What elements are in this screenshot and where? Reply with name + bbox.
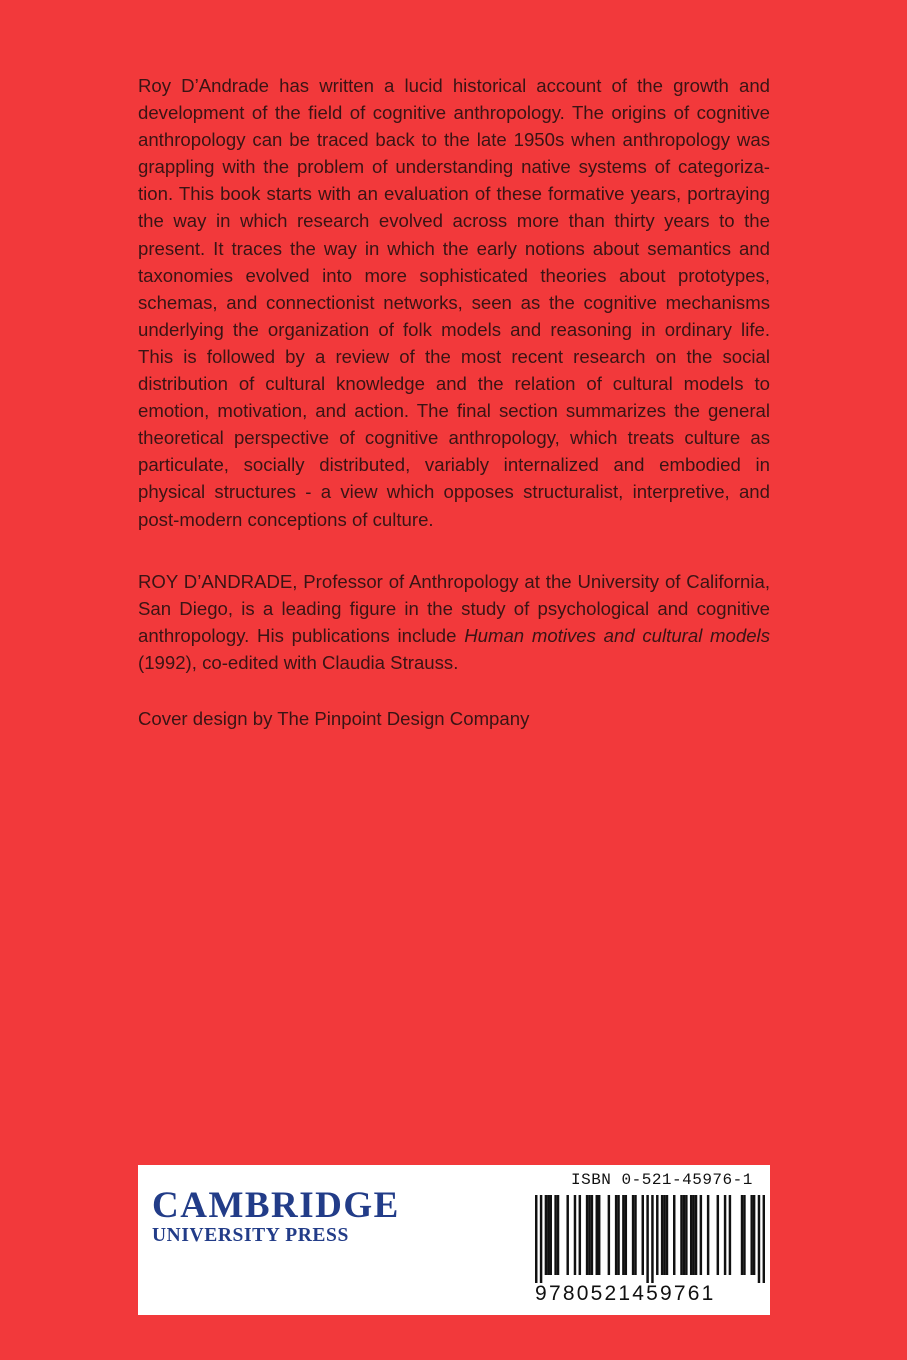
barcode-bar xyxy=(591,1195,593,1275)
publisher-name: CAMBRIDGE xyxy=(152,1185,400,1226)
barcode-bar xyxy=(550,1195,552,1275)
barcode-bar xyxy=(717,1195,719,1275)
barcode-bar xyxy=(656,1195,658,1275)
barcode xyxy=(535,1195,765,1283)
barcode-bar xyxy=(615,1195,617,1275)
barcode-bar xyxy=(700,1195,702,1275)
barcode-bar xyxy=(695,1195,697,1275)
barcode-bar xyxy=(586,1195,588,1275)
barcode-bar xyxy=(680,1195,682,1275)
barcode-bar xyxy=(634,1195,636,1275)
barcode-bar xyxy=(666,1195,668,1275)
publisher-subname: UNIVERSITY PRESS xyxy=(152,1225,349,1246)
cambridge-logo xyxy=(152,1187,400,1247)
barcode-bar xyxy=(753,1195,755,1275)
barcode-bar xyxy=(554,1195,556,1275)
barcode-bar xyxy=(741,1195,743,1275)
barcode-bar xyxy=(758,1195,760,1283)
barcode-bar xyxy=(622,1195,624,1275)
barcode-bar xyxy=(545,1195,547,1275)
barcode-bar xyxy=(535,1195,537,1283)
barcode-bar xyxy=(598,1195,600,1275)
barcode-bar xyxy=(673,1195,675,1275)
barcode-bar xyxy=(692,1195,694,1275)
barcode-lead-digit: 9 xyxy=(535,1282,547,1305)
barcode-bar xyxy=(625,1195,627,1275)
barcode-bar xyxy=(690,1195,692,1275)
barcode-bar xyxy=(729,1195,731,1275)
barcode-bar xyxy=(579,1195,581,1275)
barcode-bar xyxy=(547,1195,549,1275)
cover-design-credit: Cover design by The Pinpoint Design Company xyxy=(138,708,530,729)
barcode-bar xyxy=(617,1195,619,1275)
barcode-bar xyxy=(557,1195,559,1275)
barcode-bar xyxy=(651,1195,653,1283)
isbn-label: ISBN 0-521-45976-1 xyxy=(571,1171,753,1189)
barcode-bar xyxy=(707,1195,709,1275)
barcode-bar xyxy=(743,1195,745,1275)
publisher-box xyxy=(138,1165,770,1315)
barcode-bar xyxy=(596,1195,598,1275)
barcode-bar xyxy=(683,1195,685,1275)
author-bio-text: ROY D’ANDRADE, Professor of Anthropology at the University of California, San Diego, is a leading figure in the study of psychological and cognitive anthropology. His publications include xyxy=(138,571,770,647)
barcode-bar xyxy=(685,1195,687,1275)
barcode-bar xyxy=(540,1195,542,1283)
barcode-bar xyxy=(646,1195,648,1283)
barcode-bar xyxy=(642,1195,644,1275)
barcode-bar xyxy=(661,1195,663,1275)
barcode-bar xyxy=(663,1195,665,1275)
book-description: Roy D’Andrade has written a lucid historical account of the growth and development of the field of cognitive anthropology. The origins of cognitive anthropology can be traced back to the late 1950s when anthropology was grappling with the problem of understanding native systems of categorization. This book starts with an evaluation of these formative years, portraying the way in which research evolved across more than thirty years to the present. It traces the way in which the early notions about semantics and taxonomies evolved into more sophisticated theories about prototypes, schemas, and connectionist networks, seen as the cognitive mechanisms underlying the organization of folk models and reasoning in ordinary life. This is followed by a review of the most recent research on the social distribution of cultural knowledge and the relation of cultural models to emotion, motivation, and action. The final section summarizes the general theoretical perspective of cognitive anthropology, which treats culture as particulate, socially distributed, variably internalized and embodied in physical structures - a view which opposes structuralist, interpretive, and post-modern conceptions of culture. xyxy=(138,75,770,530)
book-title-italic: Human motives and cultural models xyxy=(464,625,770,647)
barcode-bar xyxy=(632,1195,634,1275)
barcode-bar xyxy=(588,1195,590,1275)
author-bio-tail: (1992), co-edited with Claudia Strauss. xyxy=(138,652,459,674)
barcode-bar xyxy=(724,1195,726,1275)
barcode-bar xyxy=(566,1195,568,1275)
barcode-bar xyxy=(574,1195,576,1275)
barcode-bar xyxy=(608,1195,610,1275)
barcode-bar xyxy=(750,1195,752,1275)
author-bio xyxy=(138,568,770,676)
barcode-digits: 780521459761 xyxy=(549,1282,716,1305)
barcode-bar xyxy=(763,1195,765,1283)
